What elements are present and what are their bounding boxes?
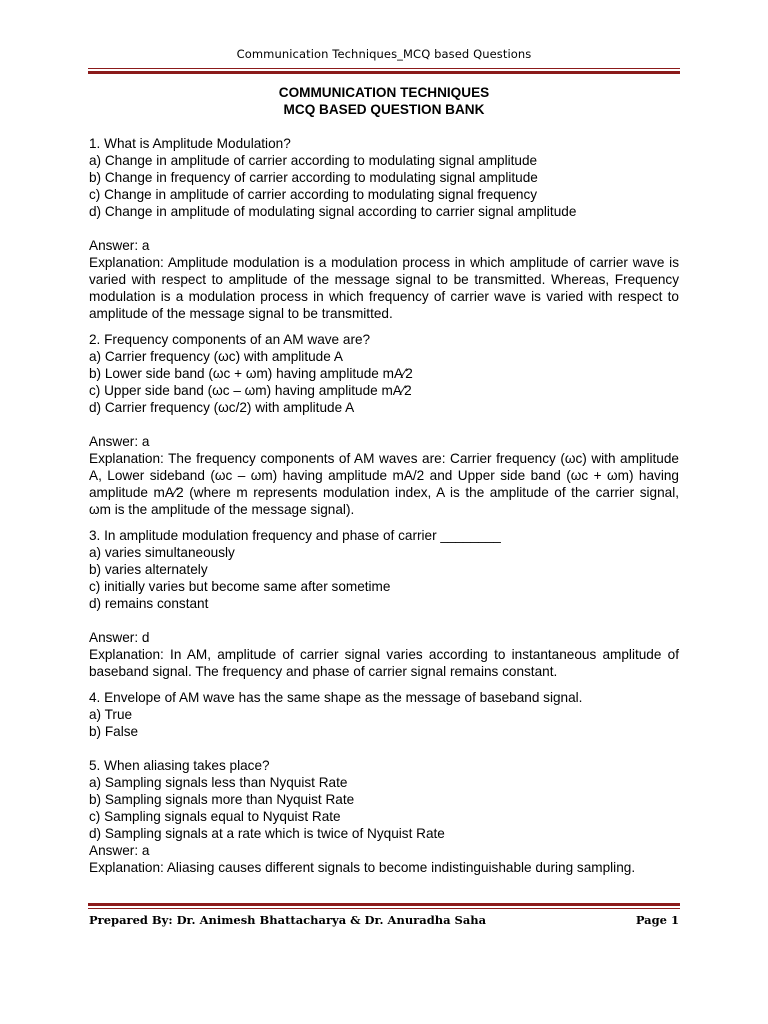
question-text: 2. Frequency components of an AM wave are?	[89, 332, 371, 347]
option: a) Change in amplitude of carrier according to modulating signal amplitude	[89, 153, 538, 168]
option: c) Sampling signals equal to Nyquist Rate	[89, 809, 341, 824]
option: b) Lower side band (ωc + ωm) having amplitude mA⁄2	[89, 366, 413, 381]
explanation: Explanation: The frequency components of AM waves are: Carrier frequency (ωc) with amplitude A, Lower sideband (ωc – ωm) having amplitude mA/2 and Upper side band (ωc + ωm) having amplitude mA⁄2 (where m represents modulation index, A is the amplitude of the carrier signal, ωm is the amplitude of the message signal).	[89, 451, 679, 517]
option: a) True	[89, 707, 133, 722]
footer-rule-thick	[88, 903, 680, 906]
option: c) Change in amplitude of carrier according to modulating signal frequency	[89, 187, 538, 202]
question-3	[89, 527, 679, 680]
answer: Answer: d	[89, 630, 150, 645]
question-2	[89, 331, 679, 518]
option: b) varies alternately	[89, 562, 208, 577]
explanation: Explanation: Aliasing causes different signals to become indistinguishable during sampling.	[89, 860, 636, 875]
prepared-by: Prepared By: Dr. Animesh Bhattacharya & Dr. Anuradha Saha	[89, 913, 487, 927]
question-5	[89, 757, 679, 876]
option: b) Change in frequency of carrier according to modulating signal amplitude	[89, 170, 538, 185]
header-rule-thin	[88, 68, 680, 69]
option: d) Sampling signals at a rate which is twice of Nyquist Rate	[89, 826, 445, 841]
page-title	[89, 84, 679, 118]
option: a) Carrier frequency (ωc) with amplitude A	[89, 349, 343, 364]
option: d) Carrier frequency (ωc/2) with amplitude A	[89, 400, 355, 415]
header-rule-thick	[88, 71, 680, 74]
answer: Answer: a	[89, 434, 150, 449]
running-header: Communication Techniques_MCQ based Questions	[236, 47, 532, 61]
question-text: 4. Envelope of AM wave has the same shape as the message of baseband signal.	[89, 690, 583, 705]
option: b) False	[89, 724, 139, 739]
option: a) Sampling signals less than Nyquist Rate	[89, 775, 348, 790]
option: b) Sampling signals more than Nyquist Rate	[89, 792, 355, 807]
question-text: 3. In amplitude modulation frequency and phase of carrier ________	[89, 528, 501, 543]
question-4	[89, 689, 679, 740]
title-line-1: COMMUNICATION TECHNIQUES	[278, 85, 490, 100]
explanation: Explanation: In AM, amplitude of carrier signal varies according to instantaneous amplitude of baseband signal. The frequency and phase of carrier signal remains constant.	[89, 647, 679, 679]
title-line-2: MCQ BASED QUESTION BANK	[283, 102, 485, 117]
explanation: Explanation: Amplitude modulation is a modulation process in which amplitude of carrier wave is varied with respect to amplitude of the message signal to be transmitted. Whereas, Frequency modulation is a modulation process in which frequency of carrier wave is varied with respect to amplitude of the message signal to be transmitted.	[89, 255, 679, 321]
question-text: 1. What is Amplitude Modulation?	[89, 136, 291, 151]
answer: Answer: a	[89, 238, 150, 253]
question-bank	[89, 84, 679, 876]
footer-rule-thin	[88, 908, 680, 909]
option: d) remains constant	[89, 596, 209, 611]
page-number: Page 1	[635, 913, 679, 927]
question-1	[89, 135, 679, 322]
option: a) varies simultaneously	[89, 545, 235, 560]
option: d) Change in amplitude of modulating signal according to carrier signal amplitude	[89, 204, 577, 219]
answer: Answer: a	[89, 843, 150, 858]
question-text: 5. When aliasing takes place?	[89, 758, 270, 773]
page-footer	[89, 913, 679, 927]
option: c) Upper side band (ωc – ωm) having amplitude mA⁄2	[89, 383, 412, 398]
option: c) initially varies but become same after sometime	[89, 579, 391, 594]
